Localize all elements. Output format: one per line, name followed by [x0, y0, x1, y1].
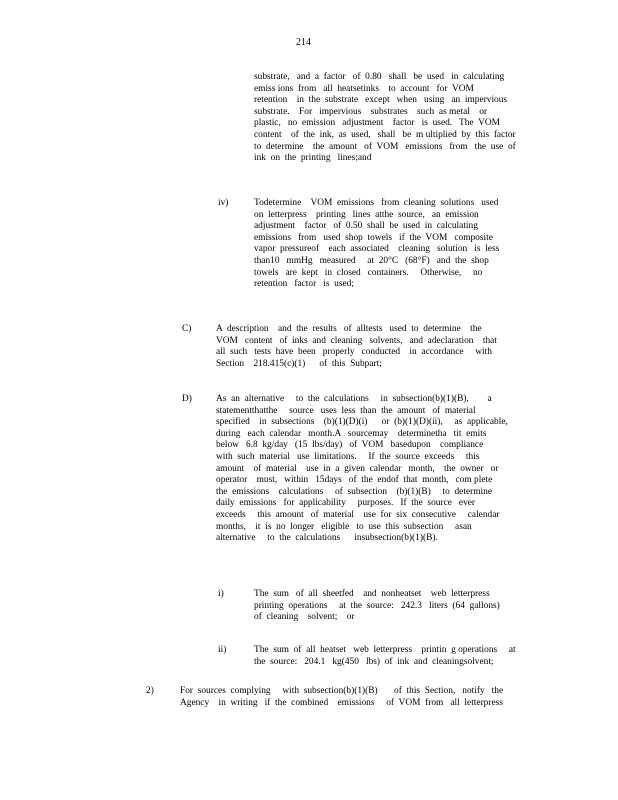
text-line: daily emissions for applicability purposes. If the source ever — [216, 498, 476, 509]
text-line: of cleaning solvent; or — [254, 612, 355, 623]
item-iv-text — [254, 198, 499, 291]
text-line: substrate, and a factor of 0.80 shall be used in calculating — [254, 72, 505, 82]
text-line: with such material use limitations. If the source exceeds this — [216, 451, 480, 462]
item-2-label: 2) — [146, 686, 154, 696]
text-line: A description and the results of alltests used to determine the — [216, 324, 482, 334]
text-line: emiss ions from all heatsetinks to account for VOM — [254, 83, 474, 94]
text-line: months, it is no longer eligible to use this subsection asan — [216, 521, 472, 532]
item-c-label: C) — [182, 324, 192, 334]
text-line: Section 218.415(c)(1) of this Subpart; — [216, 358, 382, 369]
text-line: As an alternative to the calculations in subsection(b)(1)(B), a — [216, 394, 492, 404]
text-line: substrate. For impervious substrates such as metal or — [254, 106, 488, 117]
text-line: on letterpress printing lines atthe source, an emission — [254, 209, 479, 220]
text-line: retention in the substrate except when using an impervious — [254, 95, 508, 106]
item-iii-continuation — [254, 72, 516, 165]
text-line: the emissions calculations of subsection (b)(1)(B) to determine — [216, 486, 492, 497]
item-d-i-label: i) — [218, 589, 224, 599]
item-2-text — [180, 686, 503, 709]
text-line: operator must, within 15days of the endof that month, com plete — [216, 475, 493, 486]
text-line: content of the ink, as used, shall be m ultiplied by this factor — [254, 129, 516, 140]
text-line: specified in subsections (b)(1)(D)(i) or (b)(1)(D)(ii), as applicable, — [216, 417, 508, 428]
item-c-text — [216, 324, 497, 370]
text-line: Todetermine VOM emissions from cleaning solutions used — [254, 198, 499, 208]
text-line: plastic, no emission adjustment factor is used. The VOM — [254, 118, 500, 129]
text-line: the source: 204.1 kg(450 lbs) of ink and cleaningsolvent; — [254, 656, 494, 667]
text-line: vapor pressureof each associated cleaning solution is less — [254, 244, 500, 255]
text-line: all such tests have been properly conducted in accordance with — [216, 347, 492, 358]
text-line: For sources complying with subsection(b)(1)(B) of this Section, notify the — [180, 686, 504, 696]
text-line: The sum of all sheetfed and nonheatset web letterpress — [254, 589, 490, 599]
text-line: VOM content of inks and cleaning solvents, and adeclaration that — [216, 335, 497, 346]
item-d-text — [216, 394, 508, 545]
text-line: statementthatthe source uses less than the amount of material — [216, 405, 476, 416]
item-d-ii-label: ii) — [218, 645, 227, 655]
item-d-ii-text — [254, 645, 516, 668]
text-line: The sum of all heatset web letterpress printin g operations at — [254, 645, 516, 655]
item-iv-label: iv) — [218, 198, 229, 208]
text-line: exceeds this amount of material use for six consecutive calendar — [216, 509, 500, 520]
text-line: adjustment factor of 0.50 shall be used in calculating — [254, 221, 478, 232]
text-line: alternative to the calculations insubsection(b)(1)(B). — [216, 533, 438, 544]
text-line: than10 mmHg measured at 20°C (68°F) and the shop — [254, 255, 489, 266]
item-d-i-text — [254, 589, 500, 624]
item-d-label: D) — [182, 394, 192, 404]
text-line: below 6.8 kg/day (15 lbs/day) of VOM basedupon compliance — [216, 440, 484, 451]
text-line: Agency in writing if the combined emissions of VOM from all letterpress — [180, 697, 503, 708]
text-line: ink on the printing lines;and — [254, 153, 372, 164]
text-line: printing operations at the source: 242.3 liters (64 gallons) — [254, 600, 500, 611]
text-line: towels are kept in closed containers. Otherwise, no — [254, 267, 483, 278]
page-number: 214 — [296, 37, 311, 48]
text-line: retention factor is used; — [254, 279, 354, 290]
text-line: emissions from used shop towels if the VOM composite — [254, 232, 493, 243]
text-line: to determine the amount of VOM emissions from the use of — [254, 141, 516, 152]
text-line: during each calendar month.A sourcemay determinetha tit emits — [216, 428, 487, 439]
text-line: amount of material use in a given calendar month, the owner or — [216, 463, 499, 474]
